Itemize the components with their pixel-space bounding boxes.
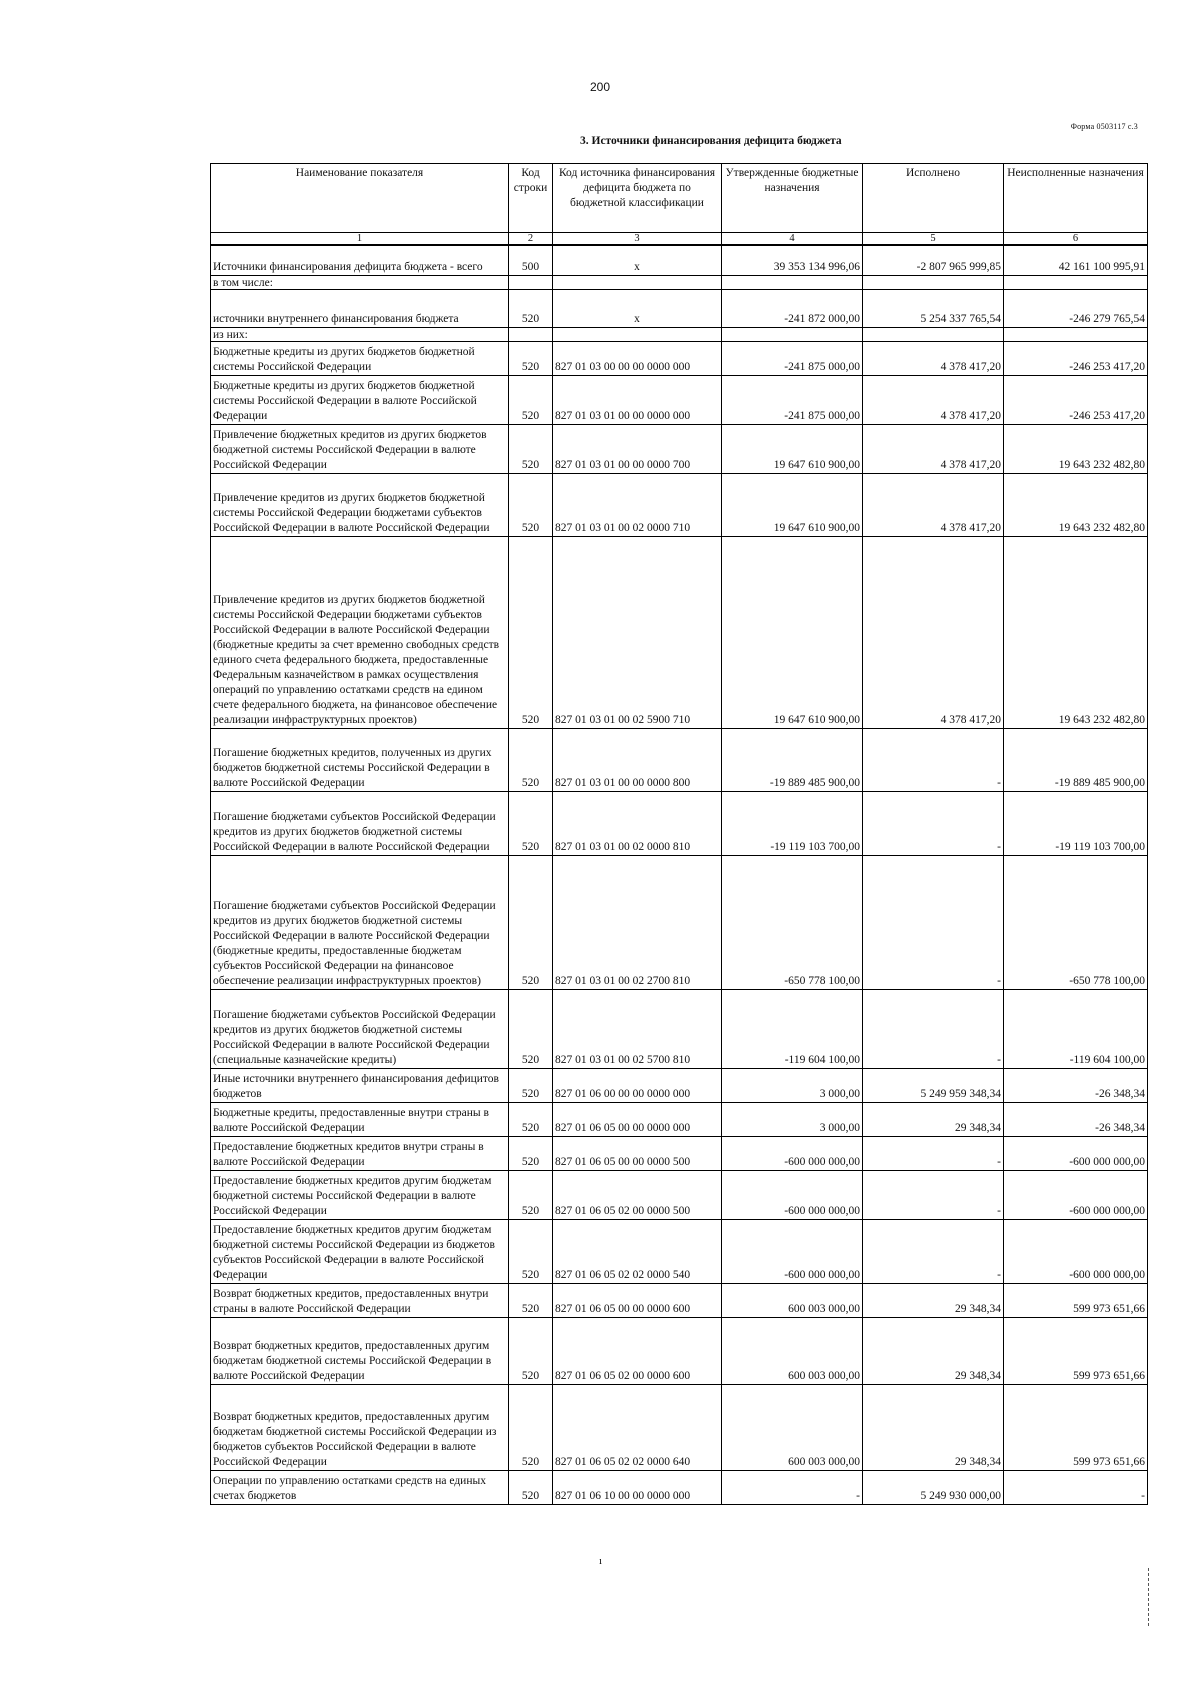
row-approved: -650 778 100,00 [722, 855, 863, 989]
row-executed: 29 348,34 [863, 1102, 1004, 1136]
page-number: 200 [589, 80, 611, 94]
row-line-code: 520 [509, 855, 553, 989]
row-name: Погашение бюджетами субъектов Российской Федерации кредитов из других бюджетов бюджетной системы Российской Федерации в валюте Российской Федерации (специальные казначейские кредиты) [211, 989, 509, 1068]
column-number: 1 [211, 233, 509, 246]
header-indicator-name: Наименование показателя [211, 164, 509, 233]
table-row [211, 289, 1148, 327]
table-row [211, 1170, 1148, 1219]
row-unexecuted: 599 973 651,66 [1004, 1283, 1148, 1317]
column-number-row [211, 233, 1148, 246]
row-approved: 19 647 610 900,00 [722, 536, 863, 728]
row-approved: -19 889 485 900,00 [722, 728, 863, 791]
table-row [211, 1102, 1148, 1136]
row-line-code [509, 327, 553, 341]
table-row [211, 473, 1148, 536]
row-approved: -19 119 103 700,00 [722, 791, 863, 855]
row-name: Бюджетные кредиты из других бюджетов бюджетной системы Российской Федерации в валюте Российской Федерации [211, 375, 509, 424]
row-line-code: 520 [509, 1470, 553, 1504]
row-source-code: 827 01 03 01 00 02 0000 810 [553, 791, 722, 855]
row-line-code: 520 [509, 1219, 553, 1283]
row-source-code [553, 275, 722, 289]
row-executed: 5 249 959 348,34 [863, 1068, 1004, 1102]
row-name: Привлечение бюджетных кредитов из других бюджетов бюджетной системы Российской Федерации в валюте Российской Федерации [211, 424, 509, 473]
row-source-code: 827 01 06 05 02 00 0000 600 [553, 1317, 722, 1384]
table-row [211, 327, 1148, 341]
row-source-code: 827 01 06 05 02 02 0000 540 [553, 1219, 722, 1283]
table-row [211, 1219, 1148, 1283]
row-line-code: 500 [509, 245, 553, 275]
table-row [211, 1068, 1148, 1102]
row-unexecuted: 599 973 651,66 [1004, 1317, 1148, 1384]
row-name: Операции по управлению остатками средств на единых счетах бюджетов [211, 1470, 509, 1504]
row-unexecuted: -246 253 417,20 [1004, 341, 1148, 375]
row-source-code: x [553, 245, 722, 275]
row-unexecuted: -119 604 100,00 [1004, 989, 1148, 1068]
row-name: Предоставление бюджетных кредитов внутри страны в валюте Российской Федерации [211, 1136, 509, 1170]
row-unexecuted: 19 643 232 482,80 [1004, 536, 1148, 728]
row-executed: 4 378 417,20 [863, 424, 1004, 473]
row-name: Иные источники внутреннего финансирования дефицитов бюджетов [211, 1068, 509, 1102]
row-unexecuted: -26 348,34 [1004, 1068, 1148, 1102]
row-line-code: 520 [509, 536, 553, 728]
row-name: Предоставление бюджетных кредитов другим бюджетам бюджетной системы Российской Федерации из бюджетов субъектов Российской Федерации в валюте Российской Федерации [211, 1219, 509, 1283]
table-row [211, 424, 1148, 473]
row-executed: 29 348,34 [863, 1283, 1004, 1317]
row-line-code: 520 [509, 473, 553, 536]
row-source-code [553, 327, 722, 341]
row-line-code: 520 [509, 375, 553, 424]
table-row [211, 728, 1148, 791]
row-approved: 600 003 000,00 [722, 1384, 863, 1470]
row-source-code: 827 01 06 05 02 00 0000 500 [553, 1170, 722, 1219]
row-name: источники внутреннего финансирования бюджета [211, 289, 509, 327]
row-source-code: 827 01 06 05 00 00 0000 000 [553, 1102, 722, 1136]
table-row [211, 245, 1148, 275]
row-executed: 4 378 417,20 [863, 473, 1004, 536]
row-executed: 5 249 930 000,00 [863, 1470, 1004, 1504]
row-executed: 4 378 417,20 [863, 375, 1004, 424]
row-unexecuted: 599 973 651,66 [1004, 1384, 1148, 1470]
row-approved: -119 604 100,00 [722, 989, 863, 1068]
section-title: 3. Источники финансирования дефицита бюджета [580, 135, 842, 147]
row-line-code: 520 [509, 1283, 553, 1317]
row-line-code: 520 [509, 728, 553, 791]
row-source-code: 827 01 03 01 00 00 0000 000 [553, 375, 722, 424]
row-unexecuted: -19 889 485 900,00 [1004, 728, 1148, 791]
row-line-code: 520 [509, 289, 553, 327]
row-name: из них: [211, 327, 509, 341]
row-unexecuted: 19 643 232 482,80 [1004, 473, 1148, 536]
row-executed: - [863, 728, 1004, 791]
row-approved [722, 327, 863, 341]
financing-sources-table [210, 163, 1148, 1505]
row-name: Возврат бюджетных кредитов, предоставленных другим бюджетам бюджетной системы Российской Федерации из бюджетов субъектов Российской Федерации в валюте Российской Федерации [211, 1384, 509, 1470]
table-row [211, 1384, 1148, 1470]
row-source-code: 827 01 03 01 00 00 0000 700 [553, 424, 722, 473]
header-line-code: Код строки [509, 164, 553, 233]
row-name: в том числе: [211, 275, 509, 289]
header-executed: Исполнено [863, 164, 1004, 233]
row-approved: -241 875 000,00 [722, 375, 863, 424]
row-executed: - [863, 855, 1004, 989]
row-unexecuted: - [1004, 1470, 1148, 1504]
table-row [211, 855, 1148, 989]
scan-edge-line [1148, 1568, 1149, 1626]
row-unexecuted: -19 119 103 700,00 [1004, 791, 1148, 855]
row-executed: - [863, 1219, 1004, 1283]
table-row [211, 1283, 1148, 1317]
row-line-code: 520 [509, 1068, 553, 1102]
row-name: Бюджетные кредиты из других бюджетов бюджетной системы Российской Федерации [211, 341, 509, 375]
row-line-code: 520 [509, 341, 553, 375]
row-line-code: 520 [509, 1170, 553, 1219]
table-row [211, 791, 1148, 855]
row-approved: -241 875 000,00 [722, 341, 863, 375]
column-number: 4 [722, 233, 863, 246]
row-approved: -600 000 000,00 [722, 1136, 863, 1170]
row-source-code: 827 01 06 05 00 00 0000 500 [553, 1136, 722, 1170]
row-source-code: 827 01 06 05 00 00 0000 600 [553, 1283, 722, 1317]
row-line-code [509, 275, 553, 289]
row-unexecuted [1004, 327, 1148, 341]
row-executed: 5 254 337 765,54 [863, 289, 1004, 327]
row-name: Погашение бюджетных кредитов, полученных из других бюджетов бюджетной системы Российской Федерации в валюте Российской Федерации [211, 728, 509, 791]
row-unexecuted: -600 000 000,00 [1004, 1219, 1148, 1283]
row-line-code: 520 [509, 791, 553, 855]
row-executed: - [863, 1136, 1004, 1170]
stray-scan-mark: ı [599, 1555, 603, 1567]
row-name: Привлечение кредитов из других бюджетов бюджетной системы Российской Федерации бюджетами субъектов Российской Федерации в валюте Российской Федерации (бюджетные кредиты за счет временно свободных средств единого счета федерального бюджета, предоставленные Федеральным казначейством в рамках осуществления операций по управлению остатками средств на едином счете федерального бюджета, на финансовое обеспечение реализации инфраструктурных проектов) [211, 536, 509, 728]
table-row [211, 536, 1148, 728]
table-row [211, 1136, 1148, 1170]
row-source-code: x [553, 289, 722, 327]
header-approved: Утвержденные бюджетные назначения [722, 164, 863, 233]
row-source-code: 827 01 06 10 00 00 0000 000 [553, 1470, 722, 1504]
row-unexecuted: 19 643 232 482,80 [1004, 424, 1148, 473]
row-approved: -600 000 000,00 [722, 1170, 863, 1219]
row-source-code: 827 01 03 01 00 02 5900 710 [553, 536, 722, 728]
row-executed: 29 348,34 [863, 1384, 1004, 1470]
header-unexecuted: Неисполненные назначения [1004, 164, 1148, 233]
row-approved: 39 353 134 996,06 [722, 245, 863, 275]
row-unexecuted: -600 000 000,00 [1004, 1136, 1148, 1170]
table-row [211, 989, 1148, 1068]
row-approved [722, 275, 863, 289]
row-name: Источники финансирования дефицита бюджета - всего [211, 245, 509, 275]
row-name: Привлечение кредитов из других бюджетов бюджетной системы Российской Федерации бюджетами субъектов Российской Федерации в валюте Российской Федерации [211, 473, 509, 536]
row-executed: - [863, 1170, 1004, 1219]
row-source-code: 827 01 06 05 02 02 0000 640 [553, 1384, 722, 1470]
row-source-code: 827 01 03 00 00 00 0000 000 [553, 341, 722, 375]
row-approved: 3 000,00 [722, 1102, 863, 1136]
row-source-code: 827 01 06 00 00 00 0000 000 [553, 1068, 722, 1102]
row-unexecuted [1004, 275, 1148, 289]
row-unexecuted: -650 778 100,00 [1004, 855, 1148, 989]
row-name: Погашение бюджетами субъектов Российской Федерации кредитов из других бюджетов бюджетной системы Российской Федерации в валюте Российской Федерации [211, 791, 509, 855]
row-executed: - [863, 989, 1004, 1068]
row-executed: 4 378 417,20 [863, 341, 1004, 375]
row-approved: - [722, 1470, 863, 1504]
table-header-row [211, 164, 1148, 233]
column-number: 6 [1004, 233, 1148, 246]
header-source-code: Код источника финансирования дефицита бюджета по бюджетной классификации [553, 164, 722, 233]
table-row [211, 1470, 1148, 1504]
row-name: Возврат бюджетных кредитов, предоставленных другим бюджетам бюджетной системы Российской Федерации в валюте Российской Федерации [211, 1317, 509, 1384]
row-unexecuted: -600 000 000,00 [1004, 1170, 1148, 1219]
row-line-code: 520 [509, 1384, 553, 1470]
row-executed [863, 327, 1004, 341]
row-executed: 29 348,34 [863, 1317, 1004, 1384]
table-body [211, 245, 1148, 1504]
table-row [211, 375, 1148, 424]
column-number: 3 [553, 233, 722, 246]
row-line-code: 520 [509, 1102, 553, 1136]
row-approved: -600 000 000,00 [722, 1219, 863, 1283]
row-line-code: 520 [509, 424, 553, 473]
row-unexecuted: -246 279 765,54 [1004, 289, 1148, 327]
table-row [211, 341, 1148, 375]
column-number: 2 [509, 233, 553, 246]
row-executed: -2 807 965 999,85 [863, 245, 1004, 275]
row-executed [863, 275, 1004, 289]
row-line-code: 520 [509, 989, 553, 1068]
row-approved: 19 647 610 900,00 [722, 473, 863, 536]
row-approved: 600 003 000,00 [722, 1317, 863, 1384]
row-executed: - [863, 791, 1004, 855]
row-source-code: 827 01 03 01 00 02 2700 810 [553, 855, 722, 989]
row-source-code: 827 01 03 01 00 02 0000 710 [553, 473, 722, 536]
row-unexecuted: -26 348,34 [1004, 1102, 1148, 1136]
row-name: Погашение бюджетами субъектов Российской Федерации кредитов из других бюджетов бюджетной системы Российской Федерации в валюте Российской Федерации (бюджетные кредиты, предоставленные бюджетам субъектов Российской Федерации на финансовое обеспечение реализации инфраструктурных проектов) [211, 855, 509, 989]
column-number: 5 [863, 233, 1004, 246]
row-unexecuted: -246 253 417,20 [1004, 375, 1148, 424]
form-code: Форма 0503117 с.3 [1070, 122, 1138, 131]
row-approved: -241 872 000,00 [722, 289, 863, 327]
row-approved: 3 000,00 [722, 1068, 863, 1102]
row-name: Бюджетные кредиты, предоставленные внутри страны в валюте Российской Федерации [211, 1102, 509, 1136]
table-row [211, 1317, 1148, 1384]
row-unexecuted: 42 161 100 995,91 [1004, 245, 1148, 275]
row-source-code: 827 01 03 01 00 02 5700 810 [553, 989, 722, 1068]
row-approved: 600 003 000,00 [722, 1283, 863, 1317]
row-name: Предоставление бюджетных кредитов другим бюджетам бюджетной системы Российской Федерации в валюте Российской Федерации [211, 1170, 509, 1219]
row-approved: 19 647 610 900,00 [722, 424, 863, 473]
row-line-code: 520 [509, 1136, 553, 1170]
table-row [211, 275, 1148, 289]
row-executed: 4 378 417,20 [863, 536, 1004, 728]
row-line-code: 520 [509, 1317, 553, 1384]
row-source-code: 827 01 03 01 00 00 0000 800 [553, 728, 722, 791]
row-name: Возврат бюджетных кредитов, предоставленных внутри страны в валюте Российской Федерации [211, 1283, 509, 1317]
